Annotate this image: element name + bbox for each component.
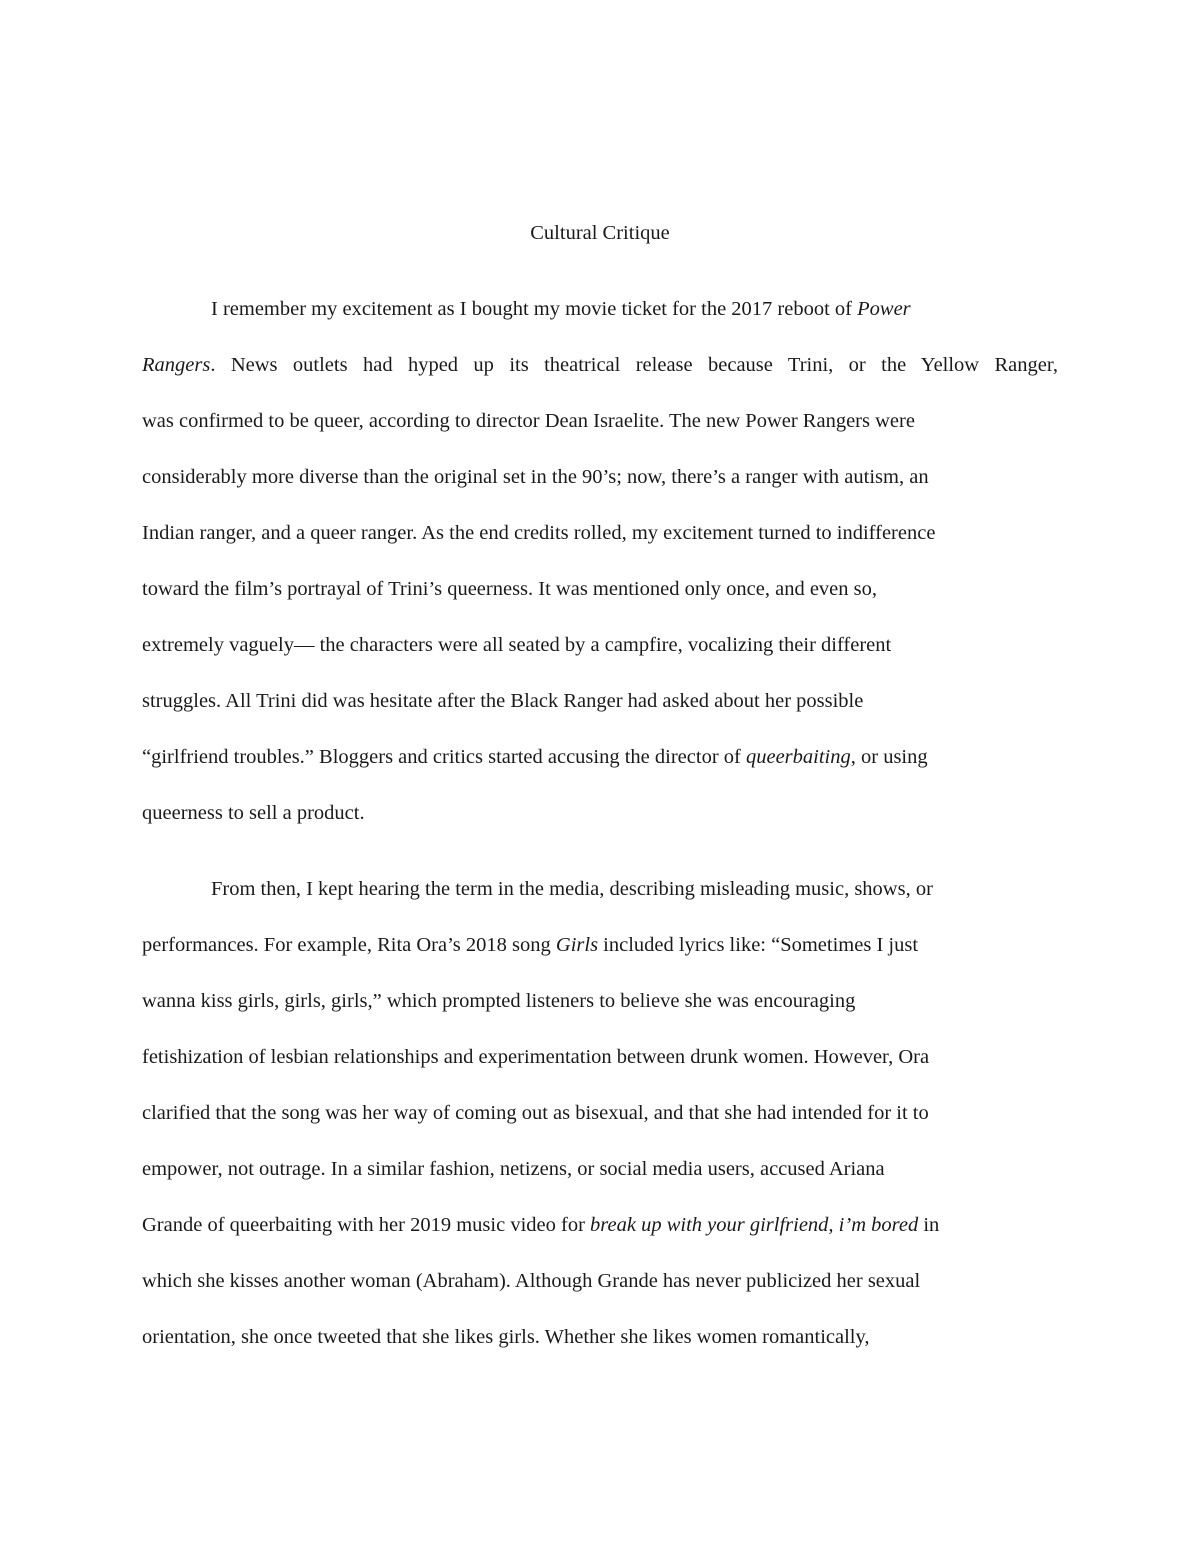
paragraph-2-line-6: empower, not outrage. In a similar fashion, netizens, or social media users, accused Ariana [142, 1158, 885, 1180]
paragraph-1-line-10: queerness to sell a product. [142, 802, 365, 824]
text-run: included lyrics like: “Sometimes I just [598, 934, 919, 956]
paragraph-2-line-4: fetishization of lesbian relationships and experimentation between drunk women. However, Ora [142, 1046, 930, 1068]
text-run: performances. For example, Rita Ora’s 2018 song [142, 934, 556, 956]
paragraph-1-line-5: Indian ranger, and a queer ranger. As the end credits rolled, my excitement turned to indifference [142, 522, 936, 544]
paragraph-2-line-1: From then, I kept hearing the term in the media, describing misleading music, shows, or [211, 878, 933, 900]
paragraph-2-line-2 [142, 930, 1072, 960]
paragraph-1-line-9 [142, 742, 1072, 772]
paragraph-1-line-8: struggles. All Trini did was hesitate after the Black Ranger had asked about her possible [142, 690, 864, 712]
paragraph-1-line-2 [142, 350, 1058, 380]
italic-run: Rangers [142, 354, 211, 376]
paragraph-1-line-6: toward the film’s portrayal of Trini’s queerness. It was mentioned only once, and even so, [142, 578, 878, 600]
paragraph-1-line-4: considerably more diverse than the original set in the 90’s; now, there’s a ranger with autism, an [142, 466, 929, 488]
italic-run: queerbaiting [745, 746, 851, 768]
paragraph-1-line-3: was confirmed to be queer, according to director Dean Israelite. The new Power Rangers were [142, 410, 915, 432]
paragraph-2-line-5: clarified that the song was her way of coming out as bisexual, and that she had intended for it to [142, 1102, 929, 1124]
document-title: Cultural Critique [530, 222, 670, 244]
paragraph-2-line-3: wanna kiss girls, girls, girls,” which prompted listeners to believe she was encouraging [142, 990, 856, 1012]
text-run: Grande of queerbaiting with her 2019 music video for [142, 1214, 591, 1236]
text-run: I remember my excitement as I bought my movie ticket for the 2017 reboot of [211, 298, 858, 320]
paragraph-2-line-7 [142, 1210, 1072, 1240]
italic-run: break up with your girlfriend, i’m bored [590, 1214, 919, 1236]
text-run: , or using [850, 746, 928, 768]
paragraph-2-line-8: which she kisses another woman (Abraham). Although Grande has never publicized her sexual [142, 1270, 921, 1292]
paragraph-1-line-1 [211, 294, 1072, 324]
text-run: . News outlets had hyped up its theatrical release because Trini, or the Yellow Ranger, [210, 354, 1058, 376]
paragraph-1-line-7: extremely vaguely— the characters were all seated by a campfire, vocalizing their different [142, 634, 892, 656]
text-run: in [918, 1214, 940, 1236]
paragraph-2-line-9: orientation, she once tweeted that she likes girls. Whether she likes women romantically, [142, 1326, 870, 1348]
text-run: “girlfriend troubles.” Bloggers and critics started accusing the director of [142, 746, 746, 768]
italic-run: Power [857, 298, 911, 320]
italic-run: Girls [555, 934, 599, 956]
